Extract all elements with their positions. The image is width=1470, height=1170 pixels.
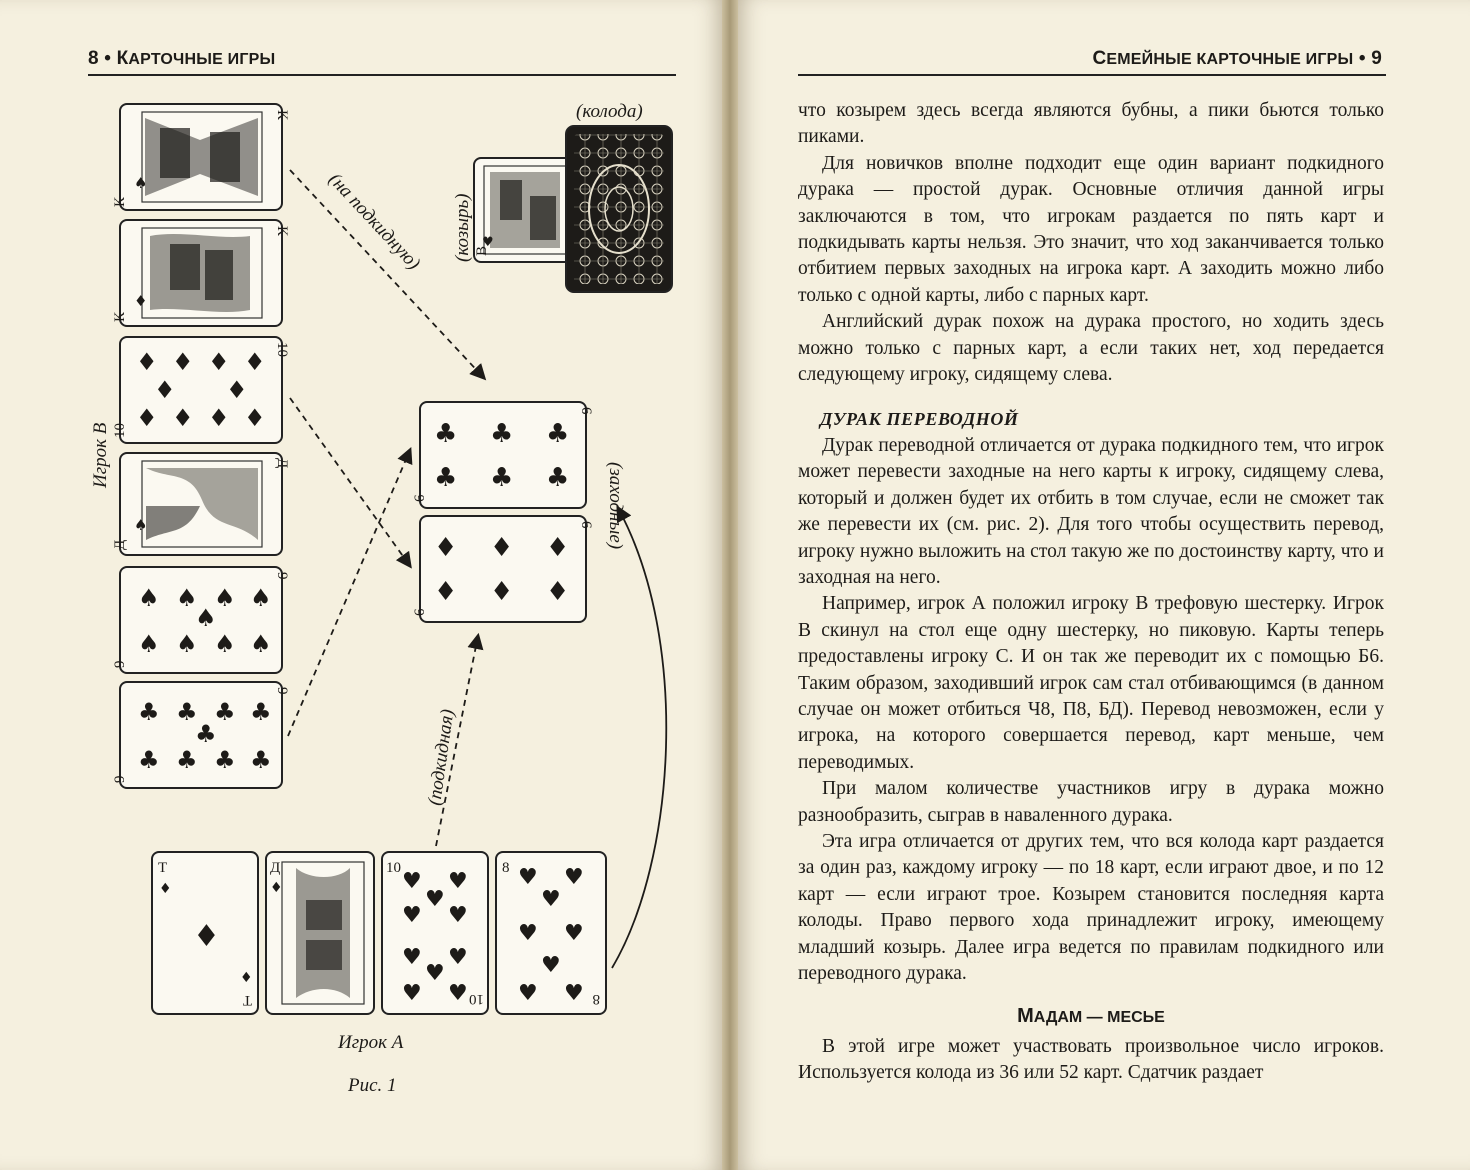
heart-icon: ♥ [482,235,494,250]
paragraph: При малом количестве участников игру в дурака можно разнообразить, сыграв в наваленного дурака. [798,778,1384,826]
section-title [798,1003,1384,1031]
card-queen-spades [112,453,290,555]
diamond-icon: ♦ [240,970,253,986]
svg-text:♦: ♦ [172,404,194,432]
header-rule [798,74,1386,76]
svg-text:♣: ♣ [195,720,217,748]
svg-text:♦: ♦ [208,348,230,376]
card-nine-spades [112,567,290,673]
card-six-diamonds [412,516,594,622]
card-index: К [112,196,128,207]
card-six-clubs [412,402,594,508]
svg-text:♣: ♣ [250,746,272,774]
svg-text:♣: ♣ [138,698,160,726]
diamond-icon: ♦ [159,881,172,897]
section-title-second-rest: ЕСЬЕ [1120,1009,1165,1027]
header-title-rest: ЕМЕЙНЫЕ КАРТОЧНЫЕ ИГРЫ [1106,51,1354,68]
section-title-second-first: М [1107,1009,1121,1027]
diamond-icon: ♦ [134,292,148,310]
card-index: Т [158,860,168,876]
figure-caption: Рис. 1 [348,1075,397,1096]
svg-text:♥: ♥ [425,961,445,986]
paragraph: Например, игрок А положил игроку В трефовую шестерку. Игрок В скинул на стол еще одну шестерку, но пиковую. Карты теперь предоставлены игроку С. И он так же переводит их с помощью Б6. Таким образом, заходивший игрок сам стал отбивающимся (в данном случае он может отбиться Ч8, П8, БД). Перевод невозможен, если у игрока, на которого совершается перевод, карт меньше, чем переводимых. [798,593,1384,773]
card-ten-hearts [382,852,488,1014]
card-queen-diamonds [266,852,374,1014]
svg-text:♦: ♦ [244,404,266,432]
card-index: В [474,245,490,256]
paragraph: Для новичков вполне подходит еще один вариант подкидного дурака — простой дурак. Основные отличия данной игры заключаются в том, что игрокам раздается по пять карт и подкидывать карты нельзя. Это значит, что ход заканчивается только отбитием первых заходных на игрока карт. А заходить можно либо только с одной карты, либо с парных карт. [798,152,1384,306]
svg-text:♦: ♦ [172,348,194,376]
paragraph: Дурак переводной отличается от дурака подкидного тем, что игрок может перевести заходные на него карты к игроку, сидящему слева, который и должен будет их отбить в том случае, если не сможет так же перевести их (см. рис. 2). Для того чтобы осуществить перевод, игроку нужно выложить на стол такую же по достоинству карту, что и заходная на него. [798,434,1384,588]
paragraph: В этой игре может участвовать произвольное число игроков. Используется колода из 36 или 52 карт. Сдатчик раздает [798,1035,1384,1084]
card-king-spades [112,104,290,210]
right-page [738,0,1470,1170]
svg-text:♠: ♠ [250,584,272,612]
zahodnye-label: (заходные) [605,462,626,550]
svg-text:♥: ♥ [564,981,584,1006]
svg-text:♠: ♠ [195,604,217,632]
svg-text:♥: ♥ [518,921,538,946]
svg-text:♥: ♥ [402,981,422,1006]
section-title-first: М [1017,1005,1034,1028]
right-page-header [1092,48,1382,70]
left-page [0,0,722,1170]
header-title-first: К [116,48,129,69]
player-a-label: Игрок А [338,1032,404,1053]
header-separator: • [104,48,112,69]
diamond-icon: ♦ [270,880,283,896]
arrow-to-six-clubs [288,450,410,736]
card-index: Т [242,992,252,1008]
svg-text:♠: ♠ [214,584,236,612]
card-index: 10 [386,860,401,876]
svg-text:♣: ♣ [214,746,236,774]
na-podkidnuyu-label: (на подкидную) [324,169,425,275]
arrow-return [612,508,666,968]
svg-text:♦: ♦ [136,404,158,432]
svg-text:♣: ♣ [138,746,160,774]
card-index: 10 [274,342,290,357]
svg-text:♦: ♦ [136,348,158,376]
paragraph: что козырем здесь всегда являются бубны, а пики бьются только пиками. [798,100,1384,148]
card-index: 6 [412,494,428,502]
card-index: 8 [502,860,510,876]
card-index: 9 [274,572,290,580]
page-number: 9 [1371,48,1382,69]
svg-text:♦: ♦ [490,577,514,607]
player-b-label: Игрок В [90,422,111,488]
svg-text:♣: ♣ [434,419,458,449]
svg-text:♥: ♥ [541,887,561,912]
body-text [798,98,1384,1087]
trump-label: (козырь) [452,193,473,262]
svg-text:♠: ♠ [176,630,198,658]
svg-text:♦: ♦ [244,348,266,376]
deck [566,126,672,292]
svg-text:♣: ♣ [546,463,570,493]
card-index: 9 [112,775,128,783]
card-index: Д [274,458,290,469]
card-index: К [274,110,290,121]
svg-text:♥: ♥ [448,903,468,928]
svg-text:♦: ♦ [154,376,176,404]
card-index: 8 [592,991,600,1007]
card-eight-hearts [496,852,606,1014]
deck-label: (колода) [576,101,643,122]
header-separator: • [1358,48,1366,69]
section-title-rest: АДАМ — [1033,1009,1108,1027]
svg-text:♥: ♥ [448,945,468,970]
svg-text:♣: ♣ [176,698,198,726]
svg-text:♥: ♥ [402,869,422,894]
player-a-cards [152,852,606,1014]
trump-card [474,158,576,262]
svg-text:♦: ♦ [434,533,458,563]
card-index: К [112,311,128,322]
diamond-icon: ♦ [193,919,220,954]
card-king-diamonds [112,220,290,326]
card-index: 6 [412,608,428,616]
card-nine-clubs [112,682,290,788]
arrow-to-six-diamonds [290,398,410,566]
table-cards [412,402,594,622]
svg-text:♥: ♥ [518,865,538,890]
spade-icon: ♠ [134,174,148,192]
svg-text:♦: ♦ [226,376,248,404]
svg-text:♥: ♥ [564,921,584,946]
paragraph: Английский дурак похож на дурака простого, но ходить здесь можно только с парных карт, а если таких нет, ход передается следующему игроку, сидящему слева. [798,311,1384,386]
page-number: 8 [88,48,99,69]
svg-text:♣: ♣ [490,463,514,493]
card-ten-diamonds [112,337,290,443]
podkidnaya-label: (подкидная) [424,707,459,807]
svg-text:♥: ♥ [402,903,422,928]
svg-text:♥: ♥ [541,953,561,978]
card-index: 6 [578,521,594,529]
header-title-rest: АРТОЧНЫЕ ИГРЫ [128,51,276,68]
card-index: 9 [112,660,128,668]
card-index: 9 [274,687,290,695]
paragraph: Эта игра отличается от других тем, что вся колода карт раздается за один раз, каждому игроку — по 18 карт, если играют двое, и по 12 карт — если играют трое. Козырем становится последняя карта колоды. Право первого хода принадлежит игроку, имеющему младший козырь. Далее игра ведется по правилам подкидного или переводного дурака. [798,830,1384,984]
card-index: Д [270,860,281,876]
svg-text:♣: ♣ [490,419,514,449]
book-gutter [722,0,738,1170]
player-b-cards [112,104,290,788]
card-diagram [0,0,722,1170]
svg-text:♣: ♣ [214,698,236,726]
svg-text:♦: ♦ [546,577,570,607]
svg-text:♥: ♥ [402,945,422,970]
svg-text:♥: ♥ [564,865,584,890]
subheading: ДУРАК ПЕРЕВОДНОЙ [820,409,1019,430]
svg-text:♣: ♣ [434,463,458,493]
card-index: К [274,226,290,237]
svg-text:♠: ♠ [138,630,160,658]
svg-text:♠: ♠ [214,630,236,658]
svg-text:♠: ♠ [250,630,272,658]
card-index: 10 [112,423,128,438]
card-index: Д [112,539,128,550]
svg-text:♠: ♠ [176,584,198,612]
card-index: 6 [578,407,594,415]
svg-text:♦: ♦ [546,533,570,563]
header-title-first: С [1092,48,1107,69]
svg-text:♣: ♣ [546,419,570,449]
svg-text:♦: ♦ [490,533,514,563]
svg-text:♥: ♥ [518,981,538,1006]
svg-text:♥: ♥ [448,869,468,894]
svg-text:♠: ♠ [138,584,160,612]
svg-text:♥: ♥ [425,887,445,912]
spade-icon: ♠ [134,516,148,534]
svg-text:♣: ♣ [176,746,198,774]
svg-text:♦: ♦ [208,404,230,432]
svg-text:♥: ♥ [448,981,468,1006]
card-index: 10 [469,991,484,1007]
card-ace-diamonds [152,852,258,1014]
svg-text:♦: ♦ [434,577,458,607]
svg-text:♣: ♣ [250,698,272,726]
